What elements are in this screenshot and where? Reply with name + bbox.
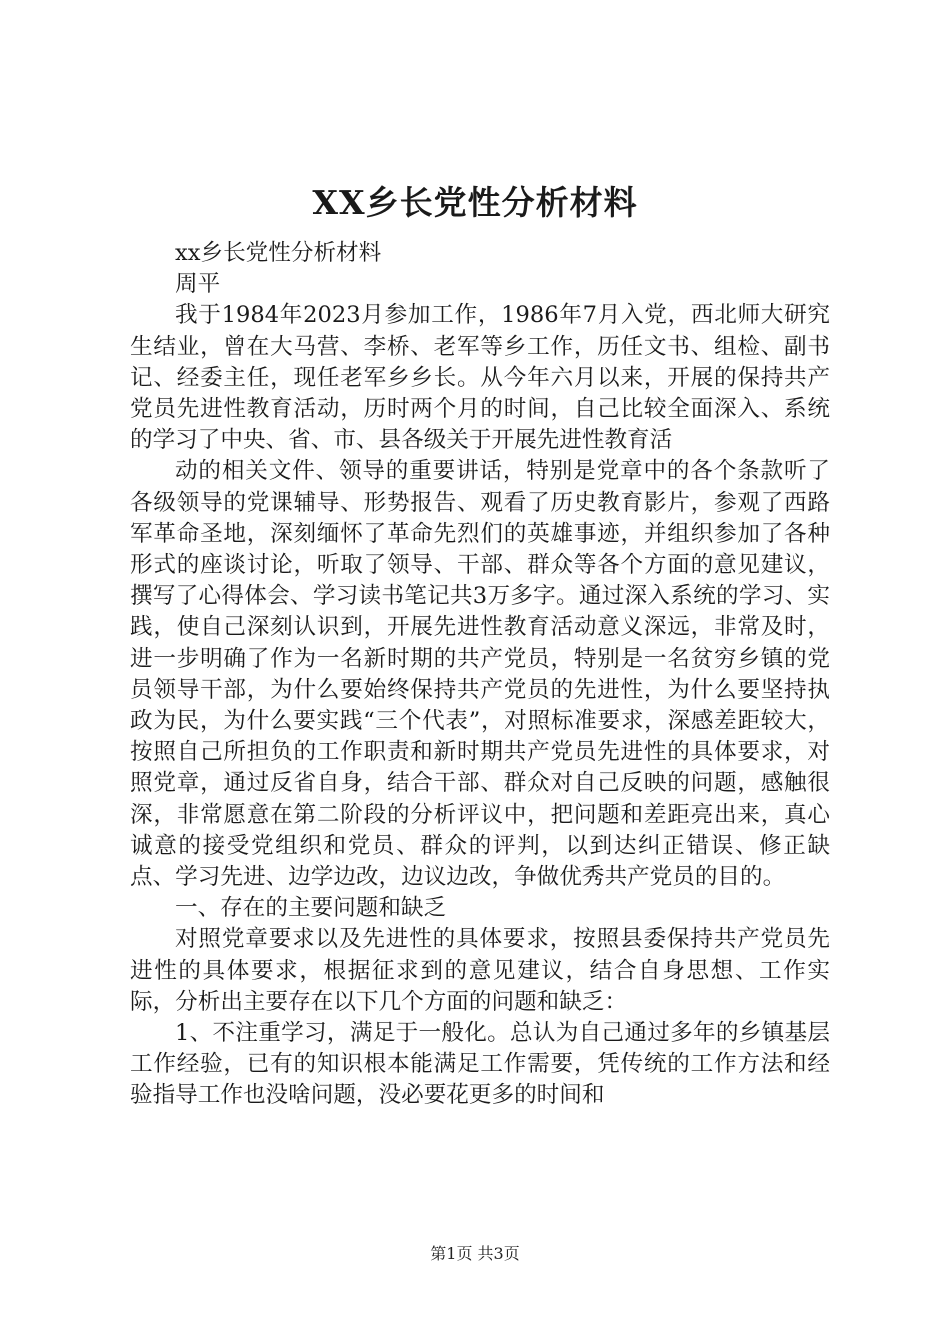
document-title: XX乡长党性分析材料	[312, 183, 638, 222]
subtitle-paragraph: xx乡长党性分析材料	[175, 240, 382, 266]
body-paragraph: 1、不注重学习，满足于一般化。总认为自己通过多年的乡镇基层工作经验，已有的知识根本能满足工作需要，凭传统的工作方法和经验指导工作也没啥问题，没必要花更多的时间和	[130, 1020, 830, 1109]
page-footer	[0, 1244, 950, 1264]
body-paragraph: 我于1984年2023月参加工作，1986年7月入党，西北师大研究生结业，曾在大马营、李桥、老军等乡工作，历任文书、组检、副书记、经委主任，现任老军乡乡长。从今年六月以来，开展的保持共产党员先进性教育活动，历时两个月的时间，自己比较全面深入、系统的学习了中央、省、市、县各级关于开展先进性教育活	[130, 302, 830, 454]
section-heading: 一、存在的主要问题和缺乏	[175, 895, 447, 922]
author-paragraph: 周平	[175, 271, 221, 298]
document-body	[130, 238, 830, 1112]
page-number: 第1页 共3页	[430, 1244, 520, 1263]
body-paragraph: 动的相关文件、领导的重要讲话，特别是党章中的各个条款听了各级领导的党课辅导、形势报告、观看了历史教育影片，参观了西路军革命圣地，深刻缅怀了革命先烈们的英雄事迹，并组织参加了各种形式的座谈讨论，听取了领导、干部、群众等各个方面的意见建议，撰写了心得体会、学习读书笔记共3万多字。通过深入系统的学习、实践，使自己深刻认识到，开展先进性教育活动意义深远，非常及时，进一步明确了作为一名新时期的共产党员，特别是一名贫穷乡镇的党员领导干部，为什么要始终保持共产党员的先进性，为什么要坚持执政为民，为什么要实践“三个代表”，对照标准要求，深感差距较大，按照自己所担负的工作职责和新时期共产党员先进性的具体要求，对照党章，通过反省自身，结合干部、群众对自己反映的问题，感触很深，非常愿意在第二阶段的分析评议中，把问题和差距亮出来，真心诚意的接受党组织和党员、群众的评判，以到达纠正错误、修正缺点、学习先进、边学边改，边议边改，争做优秀共产党员的目的。	[130, 458, 830, 891]
body-paragraph: 对照党章要求以及先进性的具体要求，按照县委保持共产党员先进性的具体要求，根据征求到的意见建议，结合自身思想、工作实际，分析出主要存在以下几个方面的问题和缺乏：	[130, 926, 830, 1015]
